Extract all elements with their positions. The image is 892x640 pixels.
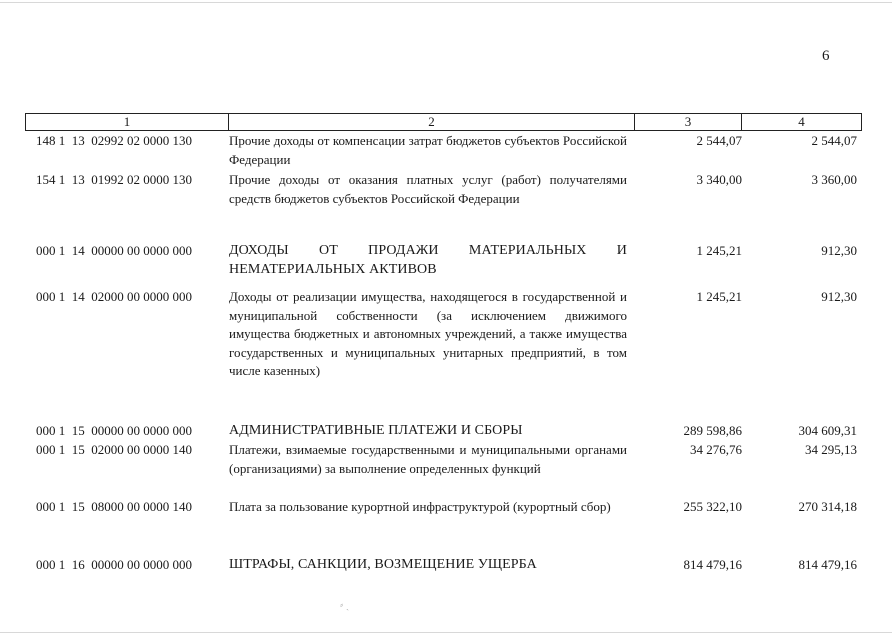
- row-code: 000 1 14 02000 00 0000 000: [36, 289, 192, 304]
- table-row: [25, 242, 862, 279]
- table-row: [25, 556, 862, 575]
- row-value-4: 2 544,07: [811, 133, 857, 148]
- row-name: Доходы от реализации имущества, находящегося в государственной и муниципальной собственности (за исключением движимого имущества бюджетных и автономных учреждений, а также имущества государственных и муниципальных унитарных предприятий, в том числе казенных): [229, 289, 627, 378]
- row-value-3: 34 276,76: [690, 442, 742, 457]
- row-code: 000 1 15 00000 00 0000 000: [36, 423, 192, 438]
- row-value-4: 34 295,13: [805, 442, 857, 457]
- row-value-3: 1 245,21: [696, 289, 742, 304]
- scan-artifact: ⸗ ˎ: [340, 600, 350, 611]
- row-value-4: 912,30: [821, 243, 857, 258]
- table-row: [25, 171, 862, 208]
- row-value-4: 3 360,00: [811, 172, 857, 187]
- row-code: 148 1 13 02992 02 0000 130: [36, 133, 192, 148]
- table-row: [25, 498, 862, 517]
- table-header: [25, 113, 862, 131]
- row-code: 000 1 14 00000 00 0000 000: [36, 243, 192, 258]
- scan-bottom-edge: [0, 632, 892, 633]
- row-code: 000 1 15 08000 00 0000 140: [36, 499, 192, 514]
- column-header-4: 4: [798, 114, 805, 129]
- row-name: ШТРАФЫ, САНКЦИИ, ВОЗМЕЩЕНИЕ УЩЕРБА: [229, 557, 537, 572]
- row-code: 154 1 13 01992 02 0000 130: [36, 172, 192, 187]
- row-value-3: 814 479,16: [683, 557, 742, 572]
- table-row: [25, 441, 862, 478]
- row-value-3: 255 322,10: [683, 499, 742, 514]
- table-row: [25, 288, 862, 381]
- column-header-2: 2: [229, 114, 635, 130]
- row-name: Прочие доходы от компенсации затрат бюджетов субъектов Российской Федерации: [229, 133, 627, 167]
- table-row: [25, 422, 862, 441]
- table-row: [25, 132, 862, 169]
- page-number: 6: [822, 48, 830, 64]
- row-name: Плата за пользование курортной инфраструктурой (курортный сбор): [229, 499, 611, 514]
- row-value-4: 270 314,18: [798, 499, 857, 514]
- column-header-1: 1: [26, 114, 229, 130]
- row-value-3: 2 544,07: [696, 133, 742, 148]
- row-value-4: 304 609,31: [798, 423, 857, 438]
- row-value-3: 3 340,00: [696, 172, 742, 187]
- row-code: 000 1 15 02000 00 0000 140: [36, 442, 192, 457]
- row-value-4: 814 479,16: [798, 557, 857, 572]
- row-name: Платежи, взимаемые государственными и муниципальными органами (организациями) за выполнение определенных функций: [229, 442, 627, 476]
- row-value-4: 912,30: [821, 289, 857, 304]
- row-name: АДМИНИСТРАТИВНЫЕ ПЛАТЕЖИ И СБОРЫ: [229, 423, 523, 438]
- row-value-3: 289 598,86: [683, 423, 742, 438]
- column-header-3: 3: [635, 114, 742, 130]
- scan-top-edge: [0, 2, 892, 3]
- row-value-3: 1 245,21: [696, 243, 742, 258]
- row-name: Прочие доходы от оказания платных услуг (работ) получателями средств бюджетов субъектов Российской Федерации: [229, 172, 627, 206]
- row-code: 000 1 16 00000 00 0000 000: [36, 557, 192, 572]
- row-name: ДОХОДЫ ОТ ПРОДАЖИ МАТЕРИАЛЬНЫХ И НЕМАТЕРИАЛЬНЫХ АКТИВОВ: [229, 243, 627, 277]
